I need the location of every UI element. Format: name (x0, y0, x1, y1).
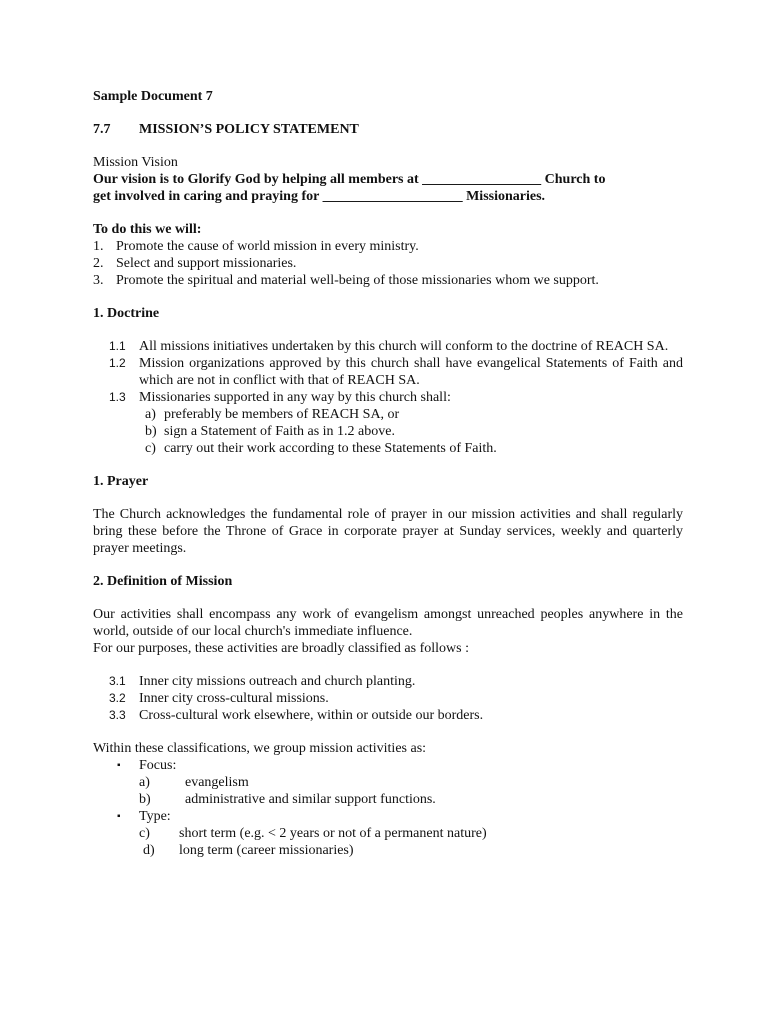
doctrine-item: 1.3 Missionaries supported in any way by this church shall: (109, 390, 451, 405)
list-item: 2. Select and support missionaries. (93, 256, 297, 271)
todo-list (93, 238, 683, 289)
bullet-icon: ▪ (117, 760, 121, 771)
classification-item: 3.2 Inner city cross-cultural missions. (109, 691, 329, 706)
doctrine-heading: 1. Doctrine (93, 306, 160, 321)
list-item: a) evangelism (139, 775, 249, 790)
definition-paragraph: Our activities shall encompass any work of evangelism amongst unreached peoples anywhere in the world, outside of our local church's immediate influence. (93, 607, 683, 639)
focus-bullet: ▪ Focus: (117, 758, 177, 773)
prayer-paragraph: The Church acknowledges the fundamental role of prayer in our mission activities and shall regularly bring these before the Throne of Grace in corporate prayer at Sunday services, weekly and quarterly prayer meetings. (93, 507, 683, 556)
vision-heading: Mission Vision (93, 155, 178, 170)
list-item: d) long term (career missionaries) (143, 843, 354, 858)
list-item: a) preferably be members of REACH SA, or (145, 407, 400, 422)
todo-heading: To do this we will: (93, 222, 202, 237)
section-number: 7.7 (93, 122, 111, 137)
type-bullet: ▪ Type: (117, 809, 171, 824)
list-item: 1. Promote the cause of world mission in every ministry. (93, 239, 419, 254)
document-label: Sample Document 7 (93, 89, 213, 104)
section-title: MISSION’S POLICY STATEMENT (139, 122, 359, 137)
list-item: b) administrative and similar support functions. (139, 792, 436, 807)
document-page (93, 88, 683, 859)
vision-line-2: get involved in caring and praying for ____________________ Missionaries. (93, 189, 546, 204)
doctrine-item: 1.1 All missions initiatives undertaken by this church will conform to the doctrine of REACH SA. (109, 339, 669, 354)
list-item: c) carry out their work according to these Statements of Faith. (145, 441, 497, 456)
within-text: Within these classifications, we group mission activities as: (93, 741, 427, 756)
list-item: b) sign a Statement of Faith as in 1.2 above. (145, 424, 395, 439)
list-item: c) short term (e.g. < 2 years or not of a permanent nature) (139, 826, 487, 841)
list-item: 3. Promote the spiritual and material well-being of those missionaries whom we support. (93, 273, 599, 288)
section-heading (93, 121, 683, 138)
definition-heading: 2. Definition of Mission (93, 574, 233, 589)
vision-line-1: Our vision is to Glorify God by helping all members at _________________ Church to (93, 172, 606, 187)
classification-item: 3.3 Cross-cultural work elsewhere, within or outside our borders. (109, 708, 484, 723)
classification-item: 3.1 Inner city missions outreach and church planting. (109, 674, 416, 689)
prayer-heading: 1. Prayer (93, 474, 149, 489)
doctrine-item: 1.2 Mission organizations approved by this church shall have evangelical Statements of Faith and which are not in conflict with that of REACH SA. (109, 356, 683, 388)
bullet-icon: ▪ (117, 811, 121, 822)
definition-paragraph-2: For our purposes, these activities are broadly classified as follows : (93, 641, 469, 656)
